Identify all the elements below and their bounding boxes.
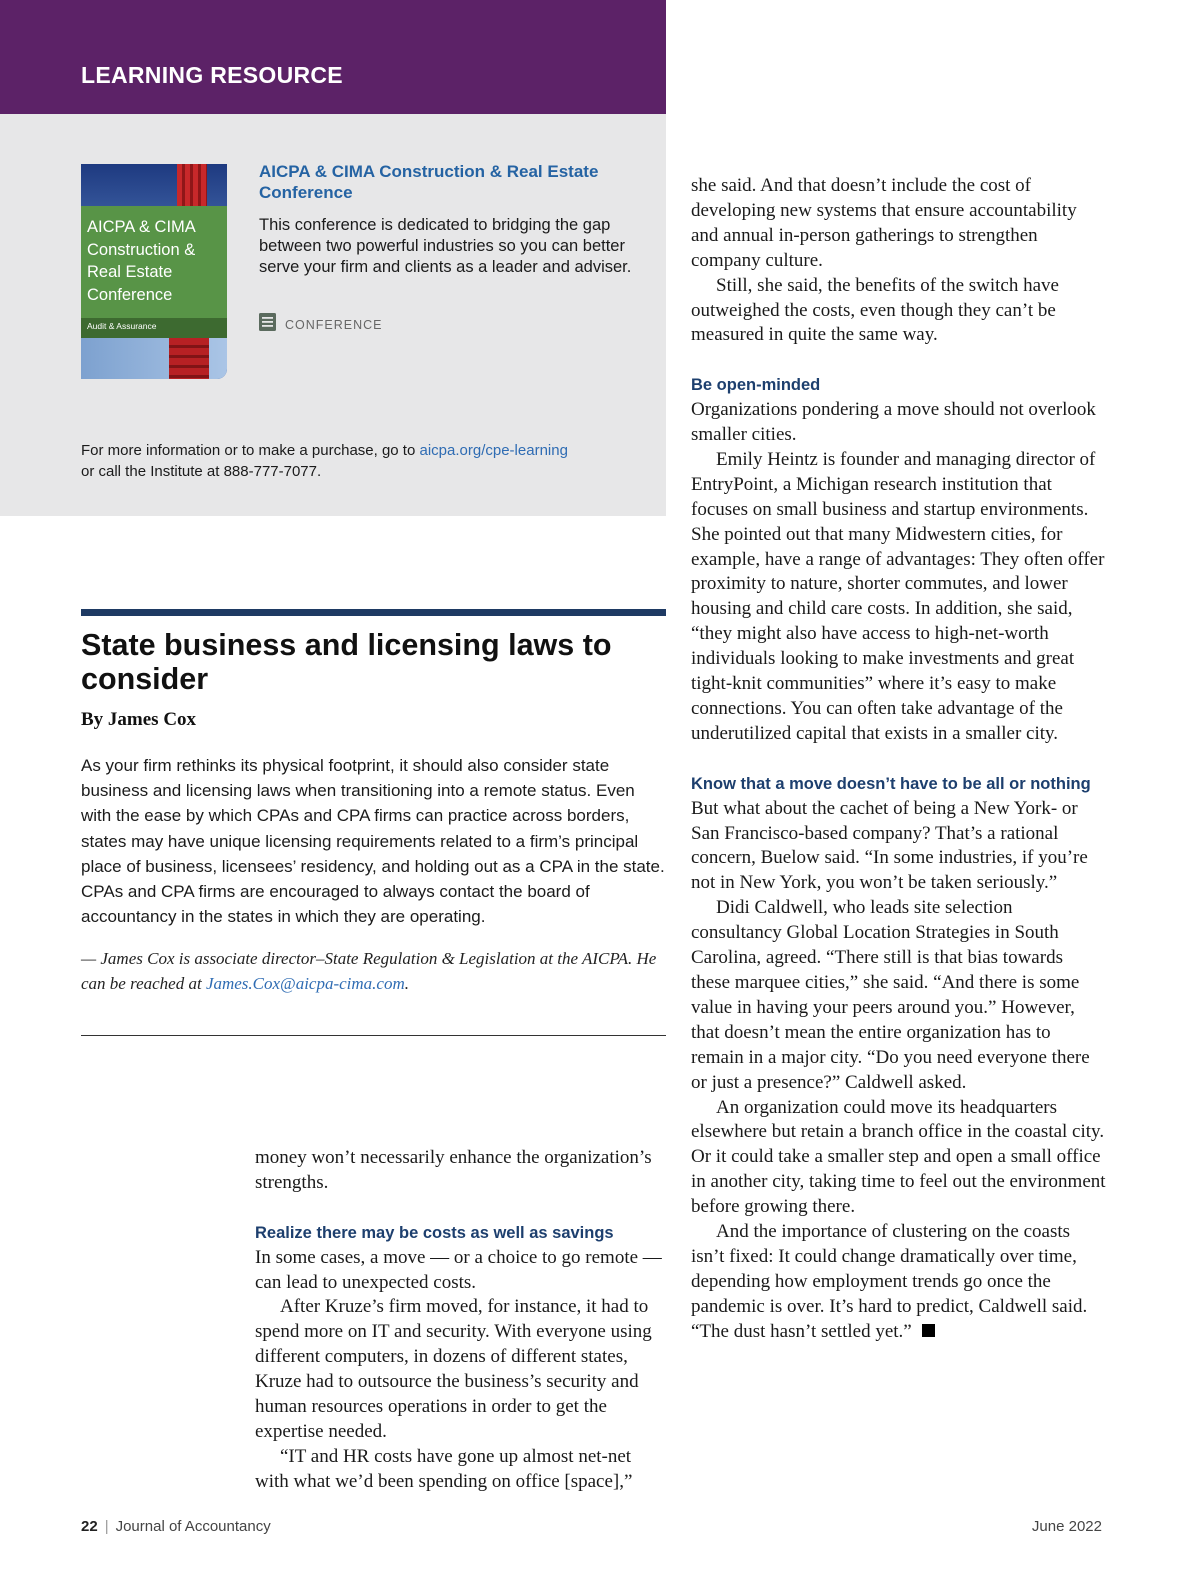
purchase-info [81,440,651,482]
purchase-info-text: For more information or to make a purchase, go to [81,442,420,459]
section-heading: Know that a move doesn’t have to be all or nothing [691,774,1091,793]
author-note [81,946,666,996]
right-article-column [691,174,1106,1345]
sidebar-top-rule [81,609,666,616]
issue-date: June 2022 [1031,1518,1102,1535]
author-email-link[interactable]: James.Cox@aicpa-cima.com [205,974,405,993]
paragraph: An organization could move its headquarters elsewhere but retain a branch office in the coastal city. Or it could take a smaller step and open a small office in another city, taking time to feel out the environment before growing there. [691,1096,1106,1218]
document-icon [259,313,276,331]
paragraph: money won’t necessarily enhance the organization’s strengths. [255,1147,652,1193]
last-paragraph [691,1220,1106,1345]
paragraph: “IT and HR costs have gone up almost net-net with what we’d been spending on office [space],” [255,1445,633,1492]
cover-building-bottom [169,338,209,379]
resource-type-label: CONFERENCE [285,318,383,332]
cover-title: AICPA & CIMA Construction & Real Estate Conference [87,218,196,304]
cpe-learning-link[interactable]: aicpa.org/cpe-learning [419,442,568,459]
footer-separator: | [104,1518,109,1535]
author-note-text: — James Cox is associate director–State Regulation & Legislation at the AICPA. He can be reached at [81,949,657,993]
page-number: 22 [81,1518,98,1535]
sidebar-bottom-rule [81,1035,666,1036]
paragraph: But what about the cachet of being a New York- or San Francisco-based company? That’s a rational concern, Buelow said. “In some industries, if you’re not in New York, you won’t be taken seriously.” [691,797,1088,894]
paragraph: After Kruze’s firm moved, for instance, it had to spend more on IT and security. With everyone using different computers, in dozens of different states, Kruze had to outsource the business’s security and human resources operations in order to get the expertise needed. [255,1296,652,1442]
author-note-end: . [404,974,409,993]
paragraph: In some cases, a move — or a choice to go remote — can lead to unexpected costs. [255,1246,662,1293]
paragraph: Still, she said, the benefits of the switch have outweighed the costs, even though they can’t be measured in quite the same way. [691,274,1059,346]
cover-label: Audit & Assurance [87,321,157,331]
paragraph: Organizations pondering a move should not overlook smaller cities. [691,399,1096,446]
section-heading: Realize there may be costs as well as savings [255,1223,614,1242]
page-footer [81,1518,271,1535]
left-article-column [255,1146,667,1495]
phone-info-text: or call the Institute at 888-777-7077. [81,463,322,480]
resource-description: This conference is dedicated to bridging the gap between two powerful industries so you can better serve your firm and clients as a leader and adviser. [259,216,632,276]
sidebar-byline: By James Cox [81,709,197,730]
end-of-article-mark [922,1324,935,1337]
paragraph: Emily Heintz is founder and managing director of EntryPoint, a Michigan research institution that focuses on small business and startup environments. She pointed out that many Midwestern cities, for example, have a range of advantages: They often offer proximity to nature, shorter commutes, and lower housing and child care costs. In addition, she said, “they might also have access to high-net-worth individuals looking to make investments and great tight-knit communities” where it’s easy to make connections. You can often take advantage of the underutilized capital that exists in a smaller city. [691,448,1105,744]
last-paragraph-text: And the importance of clustering on the coasts isn’t fixed: It could change dramatically over time, depending how employment trends go once the pandemic is over. It’s hard to predict, Caldwell said. “The dust hasn’t settled yet.” [691,1221,1088,1342]
paragraph: Didi Caldwell, who leads site selection consultancy Global Location Strategies in South Carolina, agreed. “There still is that bias towards these marquee cities,” she said. “And there is some value in having your peers around you.” However, that doesn’t mean the entire organization has to remain in a major city. “Do you need everyone there or just a presence?” Caldwell asked. [691,897,1090,1093]
sidebar-article-title: State business and licensing laws to consider [81,628,612,696]
learning-resource-heading: LEARNING RESOURCE [81,62,343,88]
section-heading: Be open-minded [691,376,821,395]
conference-cover-image[interactable] [81,164,227,379]
learning-resource-header [0,0,666,114]
resource-title[interactable]: AICPA & CIMA Construction & Real Estate Conference [259,162,599,202]
publication-name: Journal of Accountancy [115,1518,271,1535]
paragraph: she said. And that doesn’t include the cost of developing new systems that ensure accountability and annual in-person gatherings to strengthen company culture. [691,175,1077,271]
sidebar-article-body: As your firm rethinks its physical footprint, it should also consider state business and licensing laws when transitioning into a remote status. Even with the ease by which CPAs and CPA firms can practice across borders, states may have unique licensing requirements related to a firm’s principal place of business, licensees’ residency, and holding out as a CPA in the state. CPAs and CPA firms are encouraged to always contact the board of accountancy in the states in which they are operating. [81,756,665,927]
